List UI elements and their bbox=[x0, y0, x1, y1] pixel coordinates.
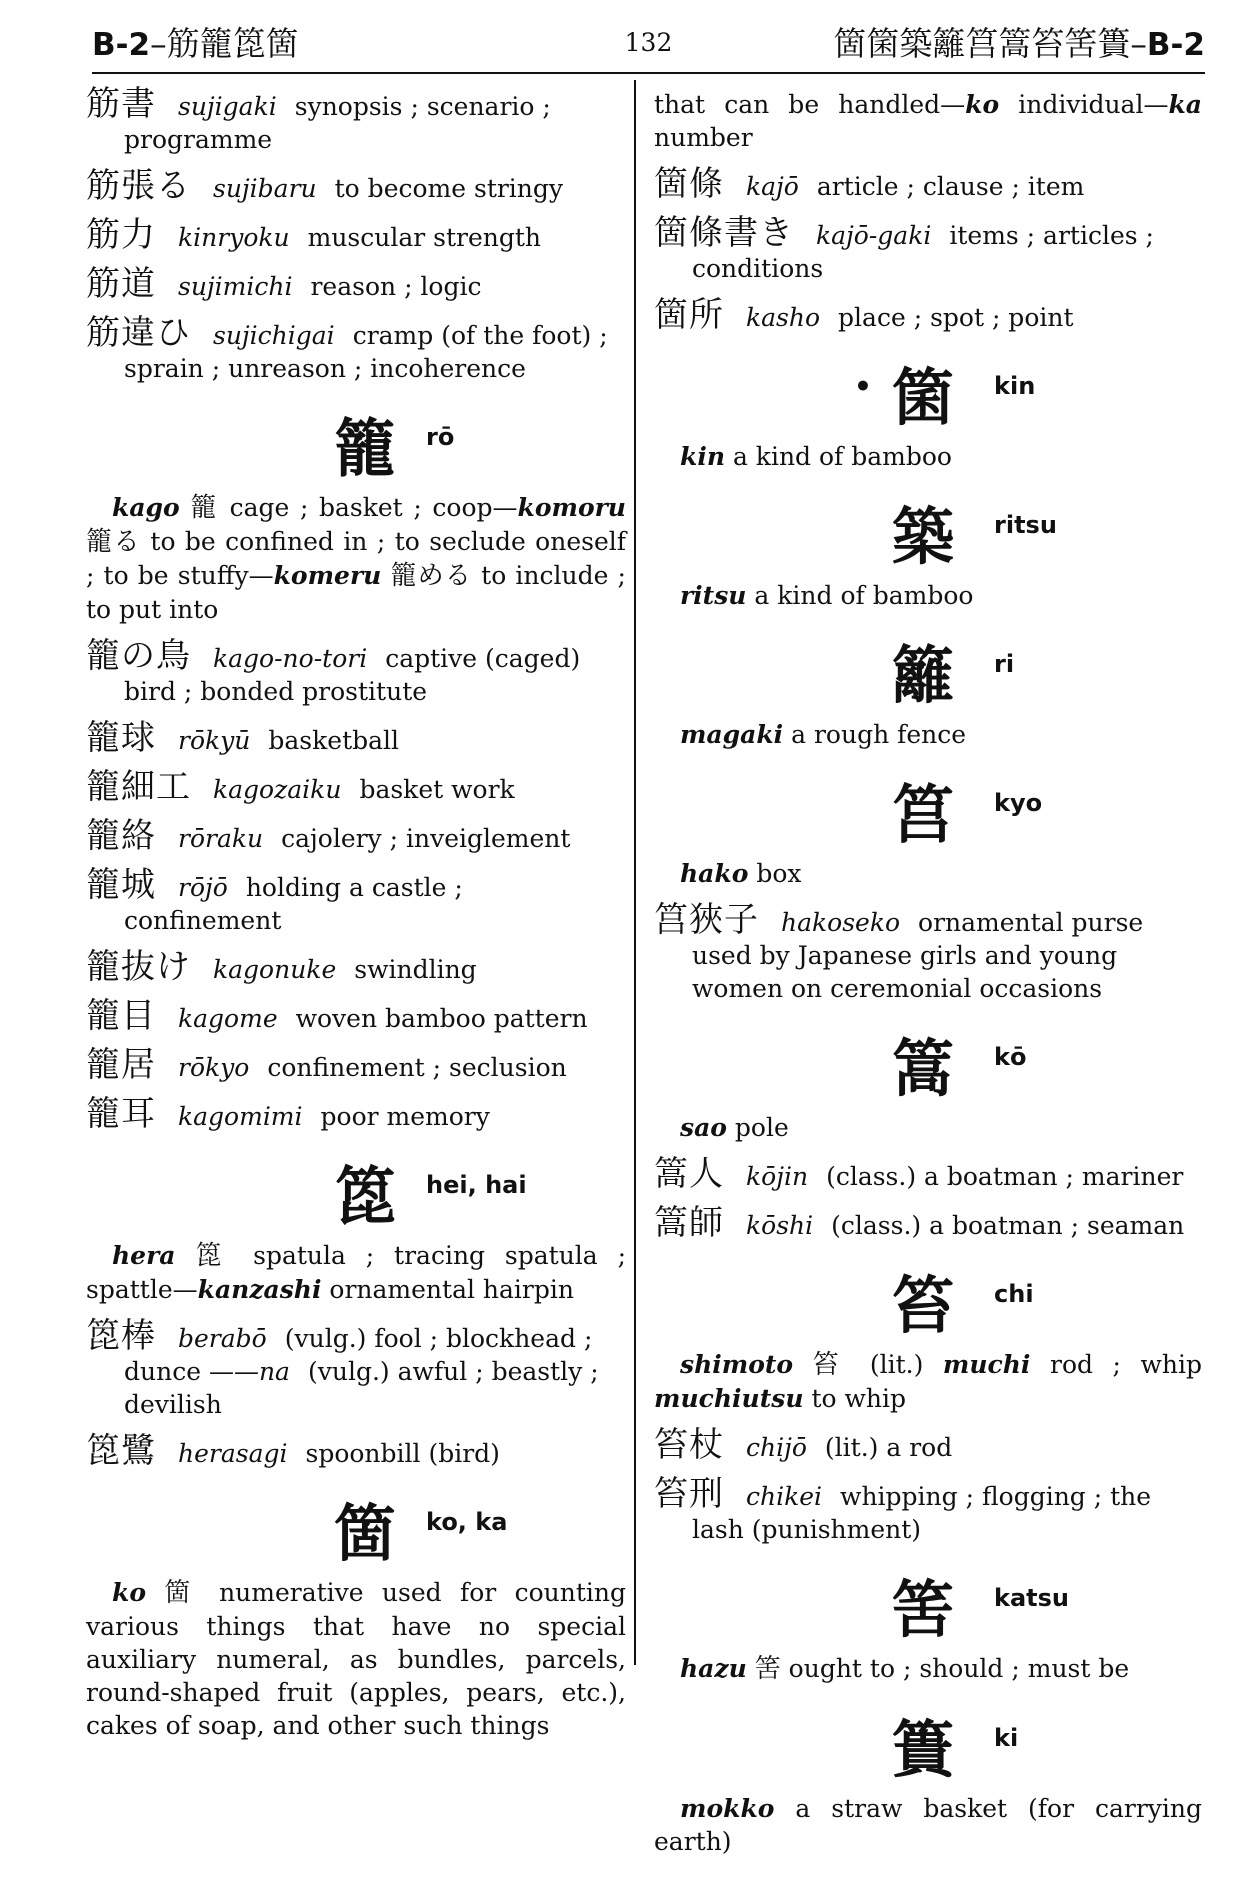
entry-kanji: 筥狹子 bbox=[654, 900, 759, 940]
dictionary-entry bbox=[86, 215, 626, 255]
entry-kanji: 筋張る bbox=[86, 166, 191, 206]
character-definition bbox=[86, 1239, 626, 1306]
kun-reading: ritsu bbox=[680, 581, 747, 610]
entry-meaning: synopsis ; scenario ; programme bbox=[124, 92, 551, 154]
entry-suffix: na bbox=[258, 1357, 290, 1386]
definition-text: that can be handled— bbox=[654, 90, 966, 119]
heading-kanji: 箇 bbox=[334, 1497, 397, 1570]
heading-reading: hei, hai bbox=[426, 1171, 527, 1199]
heading-kanji: 箘 bbox=[892, 361, 955, 434]
dictionary-entry bbox=[86, 1431, 626, 1471]
character-definition bbox=[654, 857, 1202, 890]
entry-meaning: captive (caged) bird ; bonded prostitute bbox=[124, 644, 581, 706]
bullet-marker: • bbox=[854, 370, 872, 403]
entry-kanji: 籠絡 bbox=[86, 816, 156, 856]
entry-romaji: rōkyo bbox=[178, 1053, 250, 1082]
heading-kanji: 簣 bbox=[892, 1713, 955, 1786]
entry-kanji: 筋書 bbox=[86, 84, 156, 124]
entry-kanji: 籠抜け bbox=[86, 947, 191, 987]
dictionary-entry bbox=[86, 865, 626, 937]
heading-reading: chi bbox=[994, 1280, 1034, 1308]
definition-text: ought to ; should ; must be bbox=[788, 1654, 1130, 1683]
definition-text: a kind of bamboo bbox=[754, 581, 974, 610]
character-definition bbox=[654, 440, 1202, 473]
entry-kanji: 篙師 bbox=[654, 1203, 724, 1243]
inline-kanji: 籠る bbox=[86, 527, 141, 557]
header-left-code: B-2 bbox=[92, 27, 151, 63]
entry-romaji: kagome bbox=[178, 1004, 278, 1033]
entry-meaning: items ; articles ; conditions bbox=[692, 221, 1154, 283]
kun-reading: hako bbox=[680, 859, 749, 888]
dictionary-entry bbox=[654, 1474, 1202, 1546]
character-heading bbox=[654, 1560, 1202, 1646]
definition-text: ornamental hairpin bbox=[329, 1275, 574, 1304]
dictionary-entry bbox=[654, 164, 1202, 204]
entry-meaning: article ; clause ; item bbox=[816, 172, 1085, 201]
kun-reading: magaki bbox=[680, 720, 784, 749]
dictionary-entry bbox=[86, 166, 626, 206]
character-definition bbox=[654, 1792, 1202, 1858]
entry-romaji: sujibaru bbox=[213, 174, 317, 203]
character-heading bbox=[654, 1256, 1202, 1342]
definition-text: spatula ; tracing spatula ; spattle— bbox=[86, 1241, 626, 1304]
definition-text: a kind of bamboo bbox=[732, 442, 952, 471]
kun-reading: ko bbox=[112, 1578, 146, 1607]
definition-text: numerative used for counting various things that have no special auxiliary numeral, as bundles, parcels, round-shaped fruit (apples, pears, etc.), cakes of soap, and other such things bbox=[86, 1578, 626, 1740]
header-right-code: B-2 bbox=[1146, 27, 1205, 63]
character-definition bbox=[654, 1652, 1202, 1686]
kun-reading: hera bbox=[112, 1241, 176, 1270]
entry-romaji: kagomimi bbox=[178, 1102, 303, 1131]
column-divider bbox=[634, 80, 636, 1665]
entry-kanji: 筋道 bbox=[86, 264, 156, 304]
definition-text: box bbox=[756, 859, 802, 888]
entry-meaning: spoonbill (bird) bbox=[305, 1439, 500, 1468]
heading-reading: kin bbox=[994, 372, 1036, 400]
entry-meaning: holding a castle ; confinement bbox=[124, 873, 463, 935]
character-definition bbox=[86, 1576, 626, 1742]
entry-romaji: rōjō bbox=[178, 873, 228, 902]
entry-kanji: 籠細工 bbox=[86, 767, 191, 807]
heading-reading: rō bbox=[426, 423, 455, 451]
character-definition bbox=[86, 491, 626, 626]
header-right bbox=[833, 18, 1205, 65]
kun-reading: mokko bbox=[680, 1794, 775, 1823]
kun-reading: komoru bbox=[517, 493, 626, 522]
dictionary-entry bbox=[86, 84, 626, 156]
entry-meaning: woven bamboo pattern bbox=[295, 1004, 588, 1033]
heading-reading: ki bbox=[994, 1724, 1019, 1752]
header-right-dash: – bbox=[1130, 24, 1147, 63]
kun-reading: muchi bbox=[942, 1350, 1031, 1379]
dictionary-entry bbox=[86, 1045, 626, 1085]
character-heading bbox=[654, 765, 1202, 851]
entry-kanji: 笞刑 bbox=[654, 1474, 724, 1514]
entry-meaning: (vulg.) awful ; beastly ; devilish bbox=[124, 1357, 599, 1419]
definition-text: rod ; whip bbox=[1050, 1350, 1203, 1379]
entry-romaji: kagozaiku bbox=[213, 775, 342, 804]
definition-text: cage ; basket ; coop— bbox=[229, 493, 518, 522]
character-heading bbox=[654, 487, 1202, 573]
right-column bbox=[654, 88, 1202, 1872]
inline-kanji: 箆 bbox=[195, 1241, 234, 1271]
entry-romaji: kajō bbox=[746, 172, 799, 201]
definition-text: (lit.) bbox=[869, 1350, 924, 1379]
inline-kanji: 箇 bbox=[164, 1578, 201, 1608]
heading-reading: katsu bbox=[994, 1584, 1069, 1612]
definition-text: individual— bbox=[1018, 90, 1169, 119]
dictionary-entry bbox=[654, 295, 1202, 335]
kun-reading: komeru bbox=[273, 561, 382, 590]
character-heading bbox=[654, 1019, 1202, 1105]
heading-reading: ritsu bbox=[994, 511, 1057, 539]
heading-reading: ko, ka bbox=[426, 1508, 508, 1536]
character-definition bbox=[654, 718, 1202, 751]
entry-romaji: kago-no-tori bbox=[213, 644, 368, 673]
entry-meaning: place ; spot ; point bbox=[838, 303, 1074, 332]
entry-meaning: swindling bbox=[354, 955, 477, 984]
entry-romaji: hakoseko bbox=[781, 908, 901, 937]
character-heading bbox=[86, 399, 626, 485]
entry-meaning: poor memory bbox=[320, 1102, 490, 1131]
definition-text: a straw basket (for carrying earth) bbox=[654, 1794, 1202, 1856]
character-definition bbox=[654, 1348, 1202, 1415]
dictionary-entry bbox=[86, 767, 626, 807]
entry-kanji: 籠居 bbox=[86, 1045, 156, 1085]
heading-kanji: 籬 bbox=[892, 639, 955, 712]
entry-meaning: ornamental purse used by Japanese girls and young women on ceremonial occasions bbox=[692, 908, 1144, 1003]
definition-text: pole bbox=[734, 1113, 789, 1142]
dictionary-entry bbox=[86, 816, 626, 856]
kun-reading: ka bbox=[1168, 90, 1202, 119]
entry-romaji: berabō bbox=[178, 1324, 267, 1353]
entry-romaji: chikei bbox=[746, 1482, 823, 1511]
entry-meaning: reason ; logic bbox=[310, 272, 482, 301]
dictionary-entry bbox=[86, 996, 626, 1036]
dictionary-entry bbox=[86, 264, 626, 304]
definition-continuation bbox=[654, 88, 1202, 154]
dictionary-entry bbox=[654, 1154, 1202, 1194]
entry-kanji: 箇所 bbox=[654, 295, 724, 335]
character-definition bbox=[654, 1111, 1202, 1144]
character-heading bbox=[86, 1484, 626, 1570]
entry-kanji: 筋違ひ bbox=[86, 313, 191, 353]
heading-kanji: 築 bbox=[892, 500, 955, 573]
entry-meaning: confinement ; seclusion bbox=[267, 1053, 567, 1082]
heading-reading: ri bbox=[994, 650, 1015, 678]
entry-meaning: (class.) a boatman ; mariner bbox=[826, 1162, 1184, 1191]
entry-romaji: sujichigai bbox=[213, 321, 335, 350]
character-heading bbox=[654, 626, 1202, 712]
inline-kanji: 籠める bbox=[390, 561, 473, 591]
dictionary-entry bbox=[86, 1094, 626, 1134]
entry-meaning: muscular strength bbox=[307, 223, 542, 252]
entry-romaji: kagonuke bbox=[213, 955, 337, 984]
entry-kanji: 篙人 bbox=[654, 1154, 724, 1194]
header-right-kanji: 箇箘築籬筥篙笞筈簣 bbox=[833, 24, 1131, 63]
header-left-dash: – bbox=[150, 24, 167, 63]
kun-reading: muchiutsu bbox=[654, 1384, 804, 1413]
entry-meaning: whipping ; flogging ; the lash (punishment) bbox=[692, 1482, 1152, 1544]
entry-kanji: 籠球 bbox=[86, 718, 156, 758]
heading-kanji: 箆 bbox=[334, 1160, 397, 1233]
definition-text: to whip bbox=[811, 1384, 906, 1413]
inline-kanji: 籠 bbox=[190, 493, 219, 523]
page-number: 132 bbox=[624, 28, 673, 57]
dictionary-entry bbox=[86, 947, 626, 987]
entry-meaning: (lit.) a rod bbox=[824, 1433, 953, 1462]
character-heading bbox=[654, 1700, 1202, 1786]
dictionary-entry bbox=[86, 718, 626, 758]
character-heading bbox=[86, 1147, 626, 1233]
dictionary-entry bbox=[86, 313, 626, 385]
entry-romaji: sujigaki bbox=[178, 92, 277, 121]
entry-kanji: 箆棒 bbox=[86, 1316, 156, 1356]
entry-romaji: kōjin bbox=[746, 1162, 809, 1191]
kun-reading: shimoto bbox=[680, 1350, 794, 1379]
kun-reading: kanzashi bbox=[197, 1275, 322, 1304]
heading-kanji: 筈 bbox=[892, 1573, 955, 1646]
entry-romaji: rōkyū bbox=[178, 726, 251, 755]
heading-reading: kyo bbox=[994, 789, 1043, 817]
entry-romaji: kajō-gaki bbox=[816, 221, 932, 250]
entry-romaji: kinryoku bbox=[178, 223, 290, 252]
page-header bbox=[92, 18, 1205, 70]
entry-kanji: 箆鷺 bbox=[86, 1431, 156, 1471]
entry-romaji: chijō bbox=[746, 1433, 807, 1462]
entry-kanji: 籠耳 bbox=[86, 1094, 156, 1134]
definition-text: a rough fence bbox=[791, 720, 967, 749]
dictionary-entry bbox=[654, 1203, 1202, 1243]
kun-reading: kago bbox=[112, 493, 180, 522]
entry-kanji: 籠の鳥 bbox=[86, 636, 191, 676]
entry-romaji: sujimichi bbox=[178, 272, 293, 301]
character-heading bbox=[654, 348, 1202, 434]
character-definition bbox=[654, 579, 1202, 612]
entry-meaning: (class.) a boatman ; seaman bbox=[831, 1211, 1185, 1240]
heading-kanji: 筥 bbox=[892, 778, 955, 851]
entry-kanji: 箇條 bbox=[654, 164, 724, 204]
dictionary-entry bbox=[86, 1316, 626, 1421]
left-column bbox=[86, 84, 626, 1756]
heading-kanji: 籠 bbox=[334, 412, 397, 485]
entry-kanji: 笞杖 bbox=[654, 1425, 724, 1465]
kun-reading: hazu bbox=[680, 1654, 747, 1683]
entry-meaning: (vulg.) fool ; blockhead ; dunce —— bbox=[124, 1324, 593, 1386]
definition-text: to be confined in ; to seclude oneself ; to be stuffy— bbox=[86, 527, 626, 590]
entry-meaning: basketball bbox=[268, 726, 400, 755]
inline-kanji: 筈 bbox=[754, 1654, 781, 1684]
entry-meaning: cajolery ; inveiglement bbox=[281, 824, 571, 853]
entry-romaji: herasagi bbox=[178, 1439, 288, 1468]
dictionary-entry bbox=[654, 213, 1202, 285]
header-rule bbox=[92, 72, 1205, 74]
dictionary-entry bbox=[86, 636, 626, 708]
kun-reading: kin bbox=[680, 442, 725, 471]
entry-kanji: 籠目 bbox=[86, 996, 156, 1036]
definition-text: to include ; to put into bbox=[86, 561, 626, 624]
heading-reading: kō bbox=[994, 1043, 1027, 1071]
heading-kanji: 笞 bbox=[892, 1269, 955, 1342]
entry-meaning: to become stringy bbox=[334, 174, 564, 203]
entry-romaji: kasho bbox=[746, 303, 821, 332]
inline-kanji: 笞 bbox=[812, 1350, 851, 1380]
definition-text: number bbox=[654, 123, 753, 152]
kun-reading: ko bbox=[965, 90, 1000, 119]
kun-reading: sao bbox=[680, 1113, 727, 1142]
dictionary-entry bbox=[654, 1425, 1202, 1465]
entry-kanji: 箇條書き bbox=[654, 213, 794, 253]
dictionary-entry bbox=[654, 900, 1202, 1005]
entry-kanji: 筋力 bbox=[86, 215, 156, 255]
entry-romaji: kōshi bbox=[746, 1211, 814, 1240]
entry-meaning: basket work bbox=[359, 775, 515, 804]
entry-romaji: rōraku bbox=[178, 824, 264, 853]
heading-kanji: 篙 bbox=[892, 1032, 955, 1105]
header-left-kanji: 筋籠箆箇 bbox=[166, 24, 299, 63]
entry-kanji: 籠城 bbox=[86, 865, 156, 905]
entry-meaning: cramp (of the foot) ; sprain ; unreason ; incoherence bbox=[124, 321, 608, 383]
